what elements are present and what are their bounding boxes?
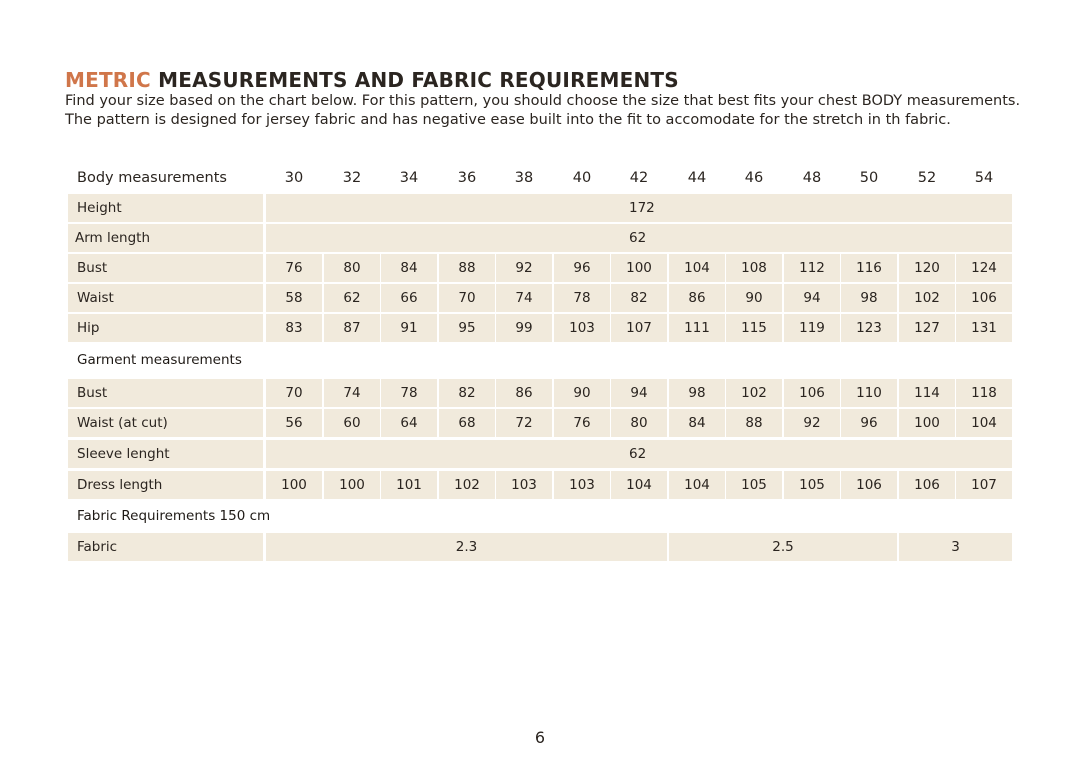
value-cell: 60 bbox=[324, 409, 380, 437]
table-row bbox=[68, 471, 1012, 499]
size-header: 30 bbox=[284, 170, 304, 186]
size-header: 42 bbox=[629, 170, 649, 186]
value-cell: 90 bbox=[726, 284, 782, 312]
row-label: Bust bbox=[68, 379, 263, 407]
value-cell: 94 bbox=[611, 379, 667, 407]
intro-line-1: Find your size based on the chart below. For this pattern, you should choose the size that best fits your chest BODY measurements. bbox=[65, 93, 1021, 109]
value-cell: 131 bbox=[956, 314, 1012, 342]
body-header-row bbox=[68, 164, 1012, 192]
value-cell: 102 bbox=[439, 471, 495, 499]
intro-line-2: The pattern is designed for jersey fabric and has negative ease built into the fit to accomodate for the stretch in th fabric. bbox=[65, 112, 951, 128]
table-row bbox=[68, 379, 1012, 407]
value-cell: 72 bbox=[496, 409, 552, 437]
value-cell: 96 bbox=[841, 409, 897, 437]
value-cell: 104 bbox=[669, 471, 725, 499]
value-cell: 78 bbox=[554, 284, 610, 312]
value-cell: 112 bbox=[784, 254, 840, 282]
value-cell: 99 bbox=[496, 314, 552, 342]
row-label: Dress length bbox=[68, 471, 263, 499]
value-cell: 103 bbox=[496, 471, 552, 499]
value-cell: 76 bbox=[554, 409, 610, 437]
value-cell: 110 bbox=[841, 379, 897, 407]
value-cell: 84 bbox=[381, 254, 437, 282]
row-label: Arm length bbox=[68, 224, 263, 252]
value-cell: 104 bbox=[669, 254, 725, 282]
value-cell: 98 bbox=[841, 284, 897, 312]
value-cell: 105 bbox=[726, 471, 782, 499]
value-cell: 102 bbox=[899, 284, 955, 312]
value-cell: 102 bbox=[726, 379, 782, 407]
table-row bbox=[68, 254, 1012, 282]
row-label: Waist bbox=[68, 284, 263, 312]
value-cell: 88 bbox=[439, 254, 495, 282]
size-header: 38 bbox=[514, 170, 534, 186]
value-cell: 80 bbox=[611, 409, 667, 437]
value-cell: 104 bbox=[611, 471, 667, 499]
value-cell: 80 bbox=[324, 254, 380, 282]
value-cell: 114 bbox=[899, 379, 955, 407]
spanned-value: 62 bbox=[266, 224, 1012, 252]
value-cell: 84 bbox=[669, 409, 725, 437]
body-measurements-header: Body measurements bbox=[77, 170, 227, 186]
fabric-group-value: 2.3 bbox=[266, 533, 667, 561]
value-cell: 74 bbox=[496, 284, 552, 312]
value-cell: 64 bbox=[381, 409, 437, 437]
intro-text bbox=[65, 92, 1065, 130]
size-header: 40 bbox=[572, 170, 592, 186]
row-label: Bust bbox=[68, 254, 263, 282]
value-cell: 103 bbox=[554, 471, 610, 499]
value-cell: 82 bbox=[439, 379, 495, 407]
size-header: 54 bbox=[974, 170, 994, 186]
row-label: Waist (at cut) bbox=[68, 409, 263, 437]
value-cell: 70 bbox=[266, 379, 322, 407]
value-cell: 98 bbox=[669, 379, 725, 407]
row-label: Height bbox=[68, 194, 263, 222]
page-number: 6 bbox=[534, 728, 546, 747]
value-cell: 68 bbox=[439, 409, 495, 437]
value-cell: 74 bbox=[324, 379, 380, 407]
fabric-group-value: 2.5 bbox=[669, 533, 897, 561]
value-cell: 120 bbox=[899, 254, 955, 282]
value-cell: 106 bbox=[841, 471, 897, 499]
row-label: Hip bbox=[68, 314, 263, 342]
fabric-row bbox=[68, 533, 1012, 561]
table-row bbox=[68, 440, 1012, 468]
size-header: 44 bbox=[687, 170, 707, 186]
size-header: 48 bbox=[802, 170, 822, 186]
spanned-value: 62 bbox=[266, 440, 1012, 468]
value-cell: 101 bbox=[381, 471, 437, 499]
size-header: 52 bbox=[917, 170, 937, 186]
value-cell: 124 bbox=[956, 254, 1012, 282]
value-cell: 87 bbox=[324, 314, 380, 342]
size-header: 34 bbox=[399, 170, 419, 186]
value-cell: 100 bbox=[611, 254, 667, 282]
table-row bbox=[68, 284, 1012, 312]
value-cell: 94 bbox=[784, 284, 840, 312]
value-cell: 90 bbox=[554, 379, 610, 407]
value-cell: 96 bbox=[554, 254, 610, 282]
value-cell: 119 bbox=[784, 314, 840, 342]
value-cell: 115 bbox=[726, 314, 782, 342]
size-header: 50 bbox=[859, 170, 879, 186]
value-cell: 104 bbox=[956, 409, 1012, 437]
value-cell: 107 bbox=[611, 314, 667, 342]
value-cell: 105 bbox=[784, 471, 840, 499]
value-cell: 56 bbox=[266, 409, 322, 437]
value-cell: 70 bbox=[439, 284, 495, 312]
title-rest: MEASUREMENTS AND FABRIC REQUIREMENTS bbox=[158, 68, 679, 92]
fabric-group-value: 3 bbox=[899, 533, 1012, 561]
spanned-value: 172 bbox=[266, 194, 1012, 222]
value-cell: 78 bbox=[381, 379, 437, 407]
value-cell: 83 bbox=[266, 314, 322, 342]
value-cell: 92 bbox=[496, 254, 552, 282]
table-row bbox=[68, 194, 1012, 222]
value-cell: 116 bbox=[841, 254, 897, 282]
value-cell: 100 bbox=[324, 471, 380, 499]
value-cell: 118 bbox=[956, 379, 1012, 407]
table-row bbox=[68, 409, 1012, 437]
value-cell: 123 bbox=[841, 314, 897, 342]
value-cell: 100 bbox=[899, 409, 955, 437]
size-header: 36 bbox=[457, 170, 477, 186]
size-header: 32 bbox=[342, 170, 362, 186]
value-cell: 111 bbox=[669, 314, 725, 342]
value-cell: 76 bbox=[266, 254, 322, 282]
value-cell: 62 bbox=[324, 284, 380, 312]
value-cell: 82 bbox=[611, 284, 667, 312]
value-cell: 86 bbox=[669, 284, 725, 312]
row-label: Sleeve lenght bbox=[68, 440, 263, 468]
value-cell: 100 bbox=[266, 471, 322, 499]
value-cell: 108 bbox=[726, 254, 782, 282]
value-cell: 92 bbox=[784, 409, 840, 437]
value-cell: 95 bbox=[439, 314, 495, 342]
garment-measurements-header: Garment measurements bbox=[77, 352, 242, 368]
value-cell: 106 bbox=[956, 284, 1012, 312]
row-label: Fabric bbox=[68, 533, 263, 561]
value-cell: 107 bbox=[956, 471, 1012, 499]
page-title bbox=[65, 68, 679, 92]
table-row bbox=[68, 224, 1012, 252]
table-row bbox=[68, 314, 1012, 342]
value-cell: 88 bbox=[726, 409, 782, 437]
title-accent: METRIC bbox=[65, 68, 151, 92]
value-cell: 58 bbox=[266, 284, 322, 312]
value-cell: 86 bbox=[496, 379, 552, 407]
value-cell: 66 bbox=[381, 284, 437, 312]
value-cell: 106 bbox=[784, 379, 840, 407]
value-cell: 127 bbox=[899, 314, 955, 342]
size-header: 46 bbox=[744, 170, 764, 186]
fabric-requirements-header: Fabric Requirements 150 cm bbox=[77, 508, 271, 524]
value-cell: 91 bbox=[381, 314, 437, 342]
value-cell: 106 bbox=[899, 471, 955, 499]
value-cell: 103 bbox=[554, 314, 610, 342]
